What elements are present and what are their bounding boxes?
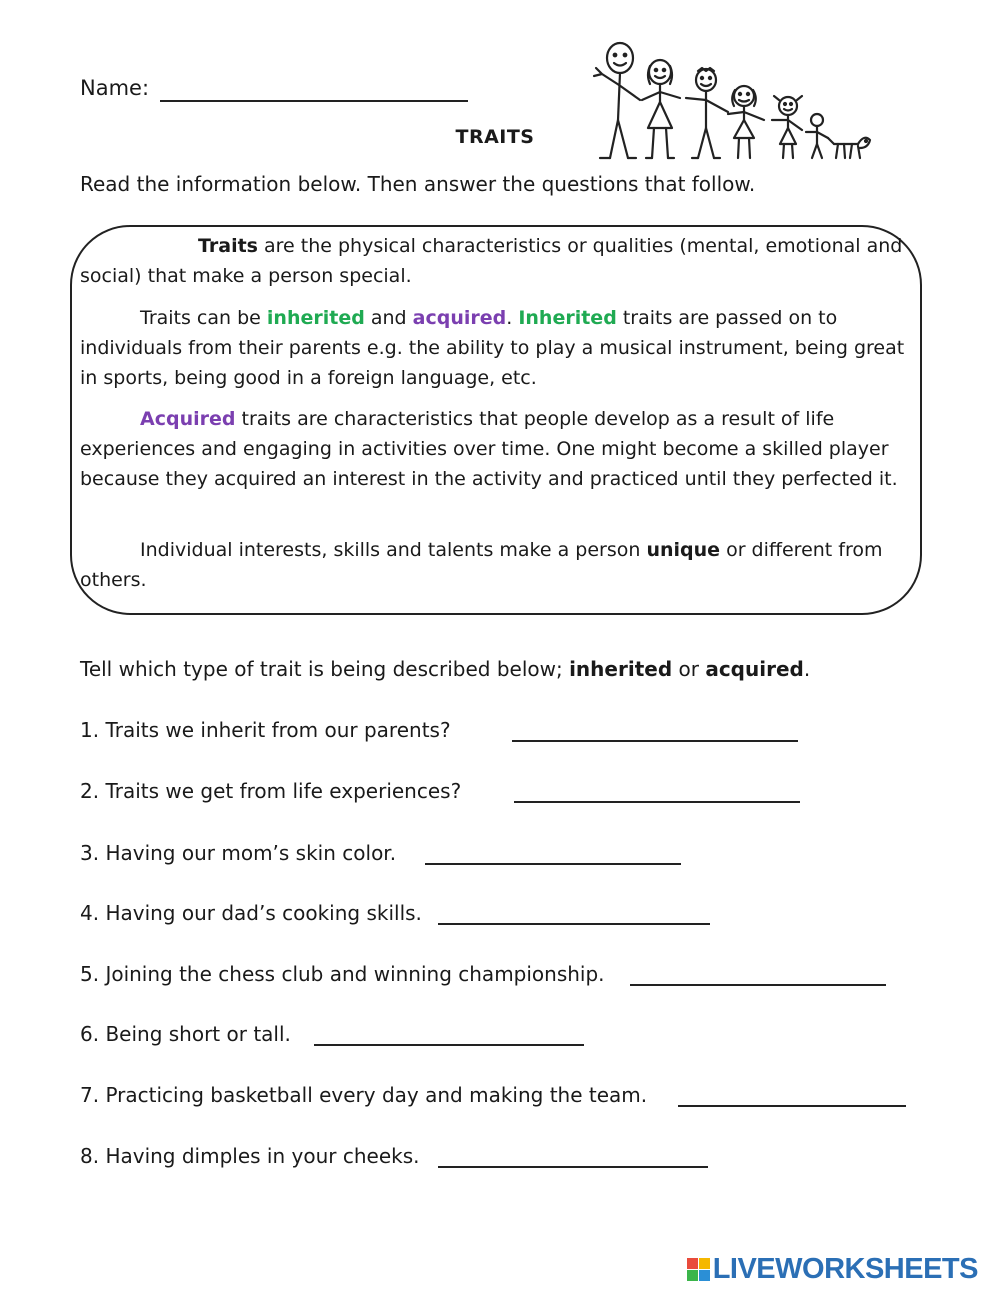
page-title: TRAITS [455,126,535,148]
unique-term: unique [646,539,721,561]
question-1: 1. Traits we inherit from our parents? [80,718,451,742]
stick-figure-mom [642,60,680,158]
inherited-term: inherited [266,307,365,329]
acquired-term: acquired [412,307,507,329]
answer-line-2[interactable] [514,801,800,803]
acquired-term-2: Acquired [140,408,236,430]
info-paragraph-3: Acquired traits are characteristics that people develop as a result of life experiences and engaging in activities over time. One might become a skilled player because they acquired an interest in the activity and practiced until they perfected it. [80,408,898,490]
info-paragraph-1: Traits are the physical characteristics or qualities (mental, emotional and social) that make a person special. [80,235,903,287]
answer-line-4[interactable] [438,923,710,925]
name-input-line[interactable] [160,100,468,102]
stick-figure-boy [686,68,728,158]
info-paragraph-4: Individual interests, skills and talents make a person unique or different from others. [80,539,883,591]
stick-figure-toddler [806,114,828,158]
instructions-text: Read the information below. Then answer the questions that follow. [80,172,756,196]
traits-term: Traits [198,235,258,257]
stick-family-illustration [588,40,873,165]
inherited-term-2: Inherited [518,307,617,329]
answer-line-7[interactable] [678,1105,906,1107]
brand-text: LIVEWORKSHEETS [712,1253,978,1285]
liveworksheets-logo[interactable] [687,1253,978,1286]
dog-icon [828,138,870,158]
stick-figure-dad [594,43,640,158]
question-7: 7. Practicing basketball every day and making the team. [80,1083,648,1107]
answer-line-8[interactable] [438,1166,708,1168]
answer-line-1[interactable] [512,740,798,742]
answer-line-3[interactable] [425,863,681,865]
answer-line-5[interactable] [630,984,886,986]
info-paragraph-2: Traits can be inherited and acquired. Inherited traits are passed on to individuals from their parents e.g. the ability to play a musical instrument, being great in sports, being good in a foreign language, etc. [80,307,905,389]
question-3: 3. Having our mom’s skin color. [80,841,397,865]
question-5: 5. Joining the chess club and winning championship. [80,962,605,986]
logo-blocks-icon [687,1258,710,1281]
question-2: 2. Traits we get from life experiences? [80,779,462,803]
stick-figure-girl [728,86,764,158]
stick-figure-small-girl [772,96,802,158]
question-8: 8. Having dimples in your cheeks. [80,1144,420,1168]
name-label: Name: [80,76,150,100]
question-6: 6. Being short or tall. [80,1022,291,1046]
task-prompt: Tell which type of trait is being described below; inherited or acquired. [80,657,811,681]
question-4: 4. Having our dad’s cooking skills. [80,901,422,925]
answer-line-6[interactable] [314,1044,584,1046]
